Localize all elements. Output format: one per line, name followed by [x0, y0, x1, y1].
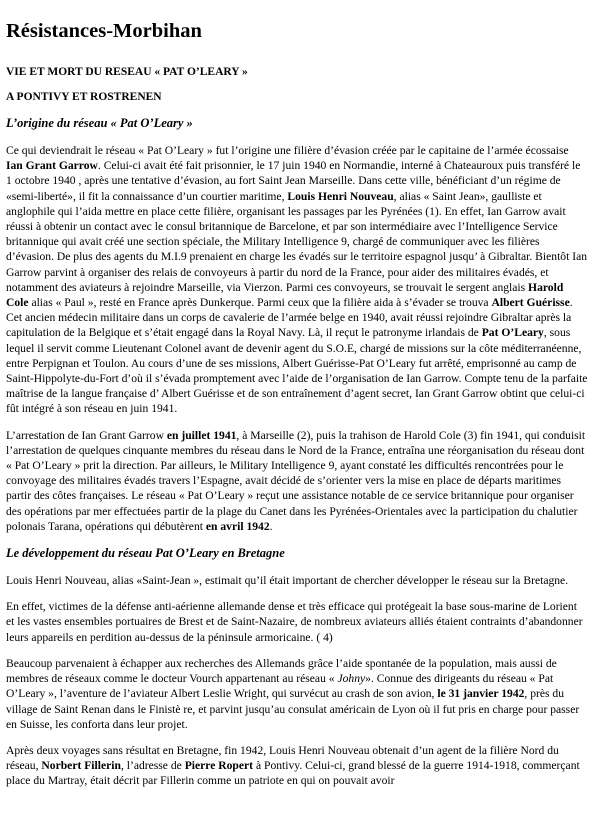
name-pat-oleary: Pat O’Leary [481, 326, 544, 340]
name-albert-guerisse: Albert Guérisse [491, 296, 570, 310]
date-avril-1942: en avril 1942 [205, 519, 270, 533]
name-louis-henri-nouveau: Louis Henri Nouveau [287, 189, 394, 203]
article-subheading: A PONTIVY ET ROSTRENEN [6, 91, 162, 103]
paragraph-5: Beaucoup parvenaient à échapper aux recherches des Allemands grâce l’aide spontanée de la population, mais aussi de membres de réseaux comme le docteur Vourch appartenant au réseau « Johny». Connue des dirigeants du réseau « Pat O’Leary », l’aventure de l’aviateur Albert Leslie Wright, qui survécut au crash de son avion, le 31 janvier 1942, près du village de Saint Renan dans le Finistè re, et parvint jusqu’au consulat américain de Lyon où il fut pris en charge pour passer en Suisse, les conforta dans leur projet. [6, 656, 580, 731]
section-heading-bretagne: Le développement du réseau Pat O’Leary en Bretagne [6, 546, 285, 561]
name-ian-grant-garrow: Ian Grant Garrow [6, 159, 98, 173]
page-title: Résistances-Morbihan [6, 20, 202, 42]
article-heading: VIE ET MORT DU RESEAU « PAT O’LEARY » [6, 66, 248, 78]
section-heading-origine: L’origine du réseau « Pat O’Leary » [6, 116, 193, 130]
date-juillet-1941: en juillet 1941 [166, 428, 237, 442]
name-harold-cole: Harold Cole [6, 280, 564, 310]
paragraph-6: Après deux voyages sans résultat en Bretagne, fin 1942, Louis Henri Nouveau obtenait d’un agent de la filière Nord du réseau, Norbert Fillerin, l’adresse de Pierre Ropert à Pontivy. Celui-ci, grand blessé de la guerre 1914-1918, commerçant place du Martray, était décrit par Fillerin comme un patriote en qui on pouvait avoir [6, 743, 580, 788]
name-norbert-fillerin: Norbert Fillerin [41, 759, 121, 773]
paragraph-4: En effet, victimes de la défense anti-aérienne allemande dense et très efficace qui protégeait la base sous-marine de Lorient et les vastes ensembles portuaires de Brest et de Saint-Nazaire, de nombreux aviateurs alliés étaient contraints d’abandonner leurs appareils en perdition au-dessus de la péninsule armoricaine. ( 4) [6, 600, 583, 644]
paragraph-1: Ce qui deviendrait le réseau « Pat O’Leary » fut l’origine une filière d’évasion créée par le capitaine de l’armée écossaise Ian Grant Garrow. Celui-ci avait été fait prisonnier, le 17 juin 1940 en Normandie, interné à Chateauroux puis transféré le 1 octobre 1940 , après une tentative d’évasion, au fort Saint Jean Marseille. Dans cette ville, bénéficiant d’un régime de «semi-liberté», il fit la connaissance d’un courtier maritime, Louis Henri Nouveau, alias « Saint Jean», gaulliste et anglophile qui l’aida mettre en place cette filière, organisant les passages par les Pyrénées (1). En effet, Ian Garrow avait réussi à obtenir un contact avec le consul britannique de Barcelone, et par son intermédiaire avec l’Intelligence Service britannique qui avait créé une section spéciale, the Military Intelligence 9, chargé de communiquer avec les filières d’évasion. De plus des agents du M.I.9 prenaient en charge les évadés sur le territoire espagnol jusqu’ à Gibraltar. Bientôt Ian Garrow parvint à organiser des relais de convoyeurs à partir du nord de la France, pour aider des militaires évadés, et notamment des aviateurs à rejoindre Marseille, via Vierzon. Parmi ces convoyeurs, se trouvait le sergent anglais Harold Cole alias « Paul », resté en France après Dunkerque. Parmi ceux que la filière aida à s’évader se trouva Albert Guérisse. Cet ancien médecin militaire dans un corps de cavalerie de l’armée belge en 1940, avait réussi rejoindre Gibraltar après la capitulation de la Belgique et s’était engagé dans la Royal Navy. Là, il reçut le patronyme irlandais de Pat O’Leary, sous lequel il servit comme Lieutenant Colonel avant de devenir agent du S.O.E, chargé de missions sur la côte méditerranéenne, entre Perpignan et Toulon. Au cours d’une de ses missions, Albert Guérisse-Pat O’Leary fut arrêté, emprisonné au camp de Saint-Hippolyte-du-Fort d’où il s’évada promptement avec l’aide de l’organisation de Ian Garrow. Compte tenu de la parfaite maîtrise de la langue française d’ Albert Guérisse et de son entraînement d’agent secret, Ian Grant Garrow obtint que celui-ci fût intégré à son réseau en juin 1941. [6, 144, 588, 416]
paragraph-2: L’arrestation de Ian Grant Garrow en juillet 1941, à Marseille (2), puis la trahison de Harold Cole (3) fin 1941, qui conduisit l’arrestation de quelques cinquante membres du réseau dans le Nord de la France, entraîna une réorganisation du réseau dont « Pat O’Leary » prit la direction. Par ailleurs, le Military Intelligence 9, ayant constaté les difficultés rencontrées pour le convoyage des militaires évadés travers l’Espagne, avait décidé de s’orienter vers la mise en place de départs maritimes partir des côtes françaises. Le réseau « Pat O’Leary » reçut une assistance notable de ce service britannique pour organiser des opérations par mer effectuées partir de la plage du Canet dans les Pyrénées-Orientales avec la participation du chalutier polonais Tarana, opérations qui débutèrent en avril 1942. [6, 428, 586, 533]
network-johny: Johny [337, 672, 366, 686]
name-pierre-ropert: Pierre Ropert [184, 759, 254, 773]
date-31-janvier-1942: le 31 janvier 1942 [437, 687, 525, 701]
paragraph-3: Louis Henri Nouveau, alias «Saint-Jean », estimait qu’il était important de chercher développer le réseau sur la Bretagne. [6, 574, 569, 588]
